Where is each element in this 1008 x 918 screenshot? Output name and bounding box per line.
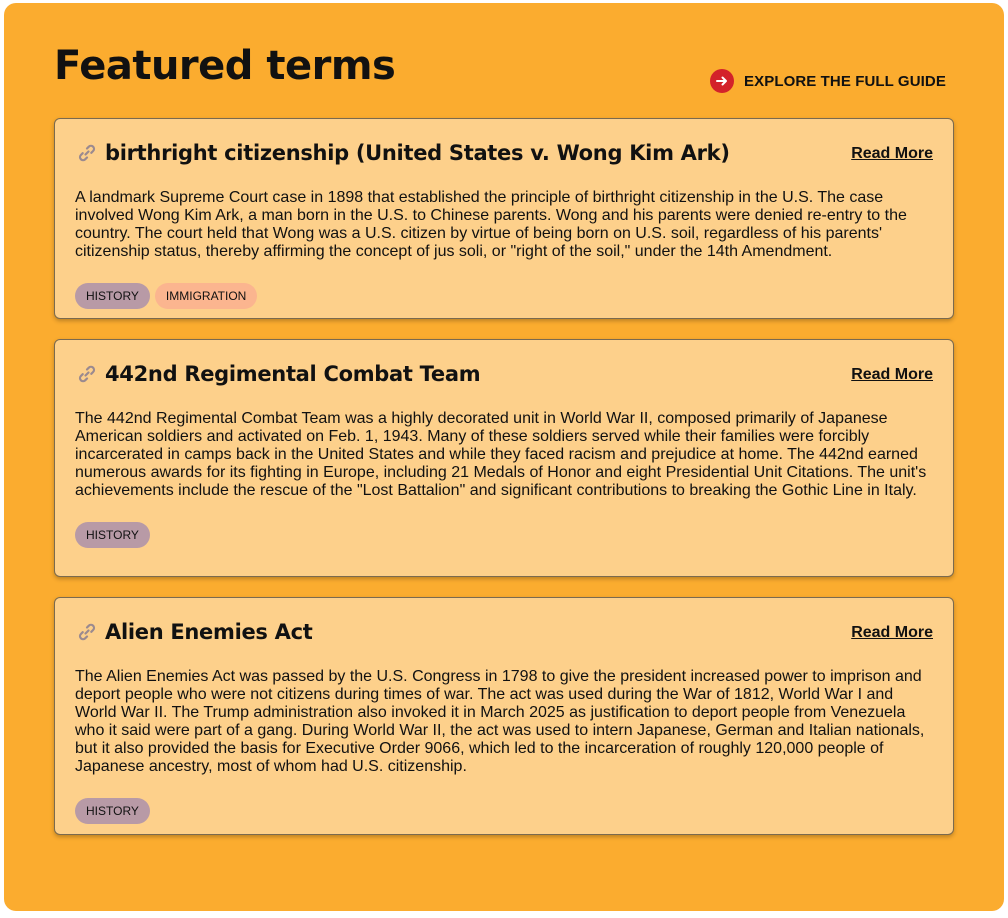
tag-list <box>75 798 933 838</box>
page-title: Featured terms <box>54 43 396 89</box>
tag-immigration[interactable]: IMMIGRATION <box>155 283 257 309</box>
card-title: Alien Enemies Act <box>105 620 313 644</box>
card-description: A landmark Supreme Court case in 1898 that established the principle of birthright citizenship in the U.S. The case involved Wong Kim Ark, a man born in the U.S. to Chinese parents. Wong and his parents were denied re-entry to the country. The court held that Wong was a U.S. citizen by virtue of being born on U.S. soil, regardless of his parents' citizenship status, thereby affirming the concept of jus soli, or "right of the soil," under the 14th Amendment. <box>75 189 907 260</box>
tag-history[interactable]: HISTORY <box>75 522 150 548</box>
tag-history[interactable]: HISTORY <box>75 283 150 309</box>
card-description: The 442nd Regimental Combat Team was a highly decorated unit in World War II, composed primarily of Japanese American soldiers and activated on Feb. 1, 1943. Many of these soldiers served while their families were forcibly incarcerated in camps back in the United States and while they faced racism and prejudice at home. The 442nd earned numerous awards for its fighting in Europe, including 21 Medals of Honor and eight Presidential Unit Citations. The unit's achievements include the rescue of the "Lost Battalion" and significant contributions to breaking the Gothic Line in Italy. <box>75 410 927 499</box>
term-card <box>54 339 954 577</box>
explore-full-guide-link[interactable] <box>710 69 946 93</box>
term-card <box>54 597 954 835</box>
link-icon[interactable] <box>77 364 97 384</box>
read-more-link[interactable]: Read More <box>851 366 933 383</box>
explore-full-guide-label: EXPLORE THE FULL GUIDE <box>744 72 946 90</box>
link-icon[interactable] <box>77 143 97 163</box>
card-description: The Alien Enemies Act was passed by the U.S. Congress in 1798 to give the president increased power to imprison and deport people who were not citizens during times of war. The act was used during the War of 1812, World War I and World War II. The Trump administration also invoked it in March 2025 as justification to deport people from Venezuela who it said were part of a gang. During World War II, the act was used to intern Japanese, German and Italian nationals, but it also provided the basis for Executive Order 9066, which led to the incarceration of roughly 120,000 people of Japanese ancestry, most of whom had U.S. citizenship. <box>75 668 925 775</box>
tag-history[interactable]: HISTORY <box>75 798 150 824</box>
arrow-right-circle-icon <box>710 69 734 93</box>
link-icon[interactable] <box>77 622 97 642</box>
card-title: 442nd Regimental Combat Team <box>105 362 481 386</box>
read-more-link[interactable]: Read More <box>851 624 933 641</box>
tag-list <box>75 522 933 562</box>
card-title: birthright citizenship (United States v. Wong Kim Ark) <box>105 141 730 165</box>
term-card <box>54 118 954 319</box>
tag-list <box>75 283 933 323</box>
read-more-link[interactable]: Read More <box>851 145 933 162</box>
featured-terms-panel <box>4 3 1004 911</box>
